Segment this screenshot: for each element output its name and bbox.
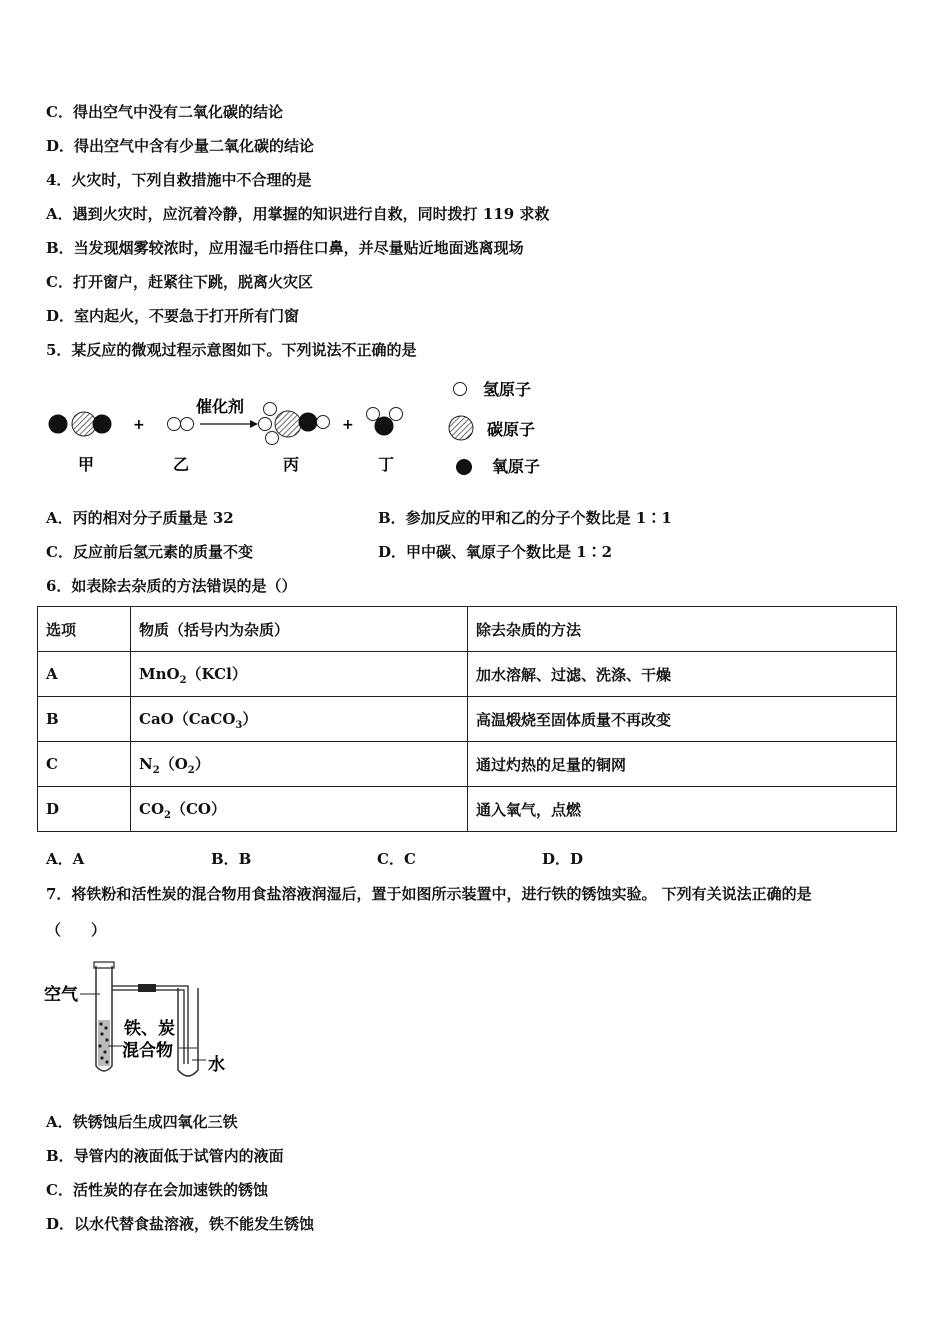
q4-option-c: C．打开窗户，赶紧往下跳，脱离火灾区: [46, 273, 313, 291]
q7-stem: 7．将铁粉和活性炭的混合物用食盐溶液润湿后，置于如图所示装置中，进行铁的锈蚀实验。 下列有关说法正确的是: [46, 885, 812, 903]
reaction-arrow-head: [250, 420, 258, 428]
table-row: [38, 787, 897, 832]
legend-oxygen-label: 氧原子: [492, 457, 541, 476]
molecule-yi: [168, 418, 194, 431]
legend-carbon-icon: [449, 416, 473, 440]
table-cell-substance: $CO_2(CO)$: [131, 787, 468, 832]
water-label: 水: [208, 1055, 225, 1075]
label-jia: 甲: [78, 455, 95, 474]
q3-option-d: D．得出空气中含有少量二氧化碳的结论: [46, 137, 315, 155]
label-bing: 丙: [283, 455, 300, 474]
table-header-cell: 选项: [38, 607, 131, 652]
legend-carbon-label: 碳原子: [487, 420, 536, 439]
q6-answer-a: A．A: [46, 850, 85, 868]
q4-stem: 4．火灾时，下列自救措施中不合理的是: [46, 171, 312, 189]
table-cell-method: 通入氧气，点燃: [468, 787, 897, 832]
table-row: [38, 697, 897, 742]
mixture-label-line2: 混合物: [122, 1041, 173, 1061]
table-row: [38, 742, 897, 787]
mixture-label-line1: 铁、炭: [124, 1019, 175, 1039]
q7-option-b: B．导管内的液面低于试管内的液面: [46, 1147, 284, 1165]
q5-stem: 5．某反应的微观过程示意图如下。下列说法不正确的是: [46, 341, 417, 359]
left-stopper: [94, 962, 114, 968]
q6-answer-d: D．D: [542, 850, 584, 868]
table-cell-option: A: [38, 652, 131, 697]
q5-option-a: A．丙的相对分子质量是 32: [46, 509, 234, 527]
q4-option-d: D．室内起火，不要急于打开所有门窗: [46, 307, 300, 325]
table-header-row: [38, 607, 897, 652]
q7-paren: （ ）: [46, 921, 107, 939]
legend-hydrogen-icon: [454, 383, 467, 396]
rust-apparatus-figure: [42, 958, 242, 1086]
table-cell-substance: $N_2(O_2)$: [131, 742, 468, 787]
q6-answer-b: B．B: [211, 850, 252, 868]
q6-answer-c: C．C: [377, 850, 416, 868]
table-cell-method: 加水溶解、过滤、洗涤、干燥: [468, 652, 897, 697]
table-cell-option: B: [38, 697, 131, 742]
table-cell-option: C: [38, 742, 131, 787]
rust-apparatus-svg: [42, 958, 242, 1086]
table-header-cell: 物质（括号内为杂质）: [131, 607, 468, 652]
table-cell-substance: CaO（CaCO$_3$）: [131, 697, 468, 742]
catalyst-label: 催化剂: [196, 397, 245, 416]
plus-sign-1: +: [133, 417, 145, 433]
label-ding: 丁: [378, 455, 395, 474]
legend-oxygen-icon: [456, 459, 472, 475]
q7-option-d: D．以水代替食盐溶液，铁不能发生锈蚀: [46, 1215, 315, 1233]
q4-option-b: B．当发现烟雾较浓时，应用湿毛巾捂住口鼻，并尽量贴近地面逃离现场: [46, 239, 524, 257]
q5-option-b: B．参加反应的甲和乙的分子个数比是 1∶1: [378, 509, 672, 527]
q6-table: [37, 606, 897, 832]
air-label: 空气: [44, 985, 78, 1005]
table-cell-option: D: [38, 787, 131, 832]
table-header-cell: 除去杂质的方法: [468, 607, 897, 652]
q5-option-d: D．甲中碳、氧原子个数比是 1∶2: [378, 543, 613, 561]
q6-stem: 6．如表除去杂质的方法错误的是（）: [46, 577, 297, 595]
q4-option-a: A．遇到火灾时，应沉着冷静，用掌握的知识进行自救，同时拨打 119 求救: [46, 205, 550, 223]
q7-option-a: A．铁锈蚀后生成四氧化三铁: [46, 1113, 238, 1131]
iron-carbon-mixture: [98, 1020, 110, 1066]
q3-option-c: C．得出空气中没有二氧化碳的结论: [46, 103, 283, 121]
q5-option-c: C．反应前后氢元素的质量不变: [46, 543, 253, 561]
label-yi: 乙: [173, 455, 190, 474]
reaction-diagram: [40, 372, 560, 482]
molecule-bing: [259, 403, 330, 445]
table-cell-substance: MnO$_2$（KCl）: [131, 652, 468, 697]
legend-hydrogen-label: 氢原子: [483, 380, 532, 399]
molecule-jia: [49, 412, 111, 436]
reaction-diagram-svg: [40, 372, 560, 482]
table-row: [38, 652, 897, 697]
plus-sign-2: +: [342, 417, 354, 433]
rubber-joint: [138, 984, 156, 992]
table-cell-method: 高温煅烧至固体质量不再改变: [468, 697, 897, 742]
molecule-ding: [367, 408, 403, 436]
q7-option-c: C．活性炭的存在会加速铁的锈蚀: [46, 1181, 268, 1199]
table-cell-method: 通过灼热的足量的铜网: [468, 742, 897, 787]
